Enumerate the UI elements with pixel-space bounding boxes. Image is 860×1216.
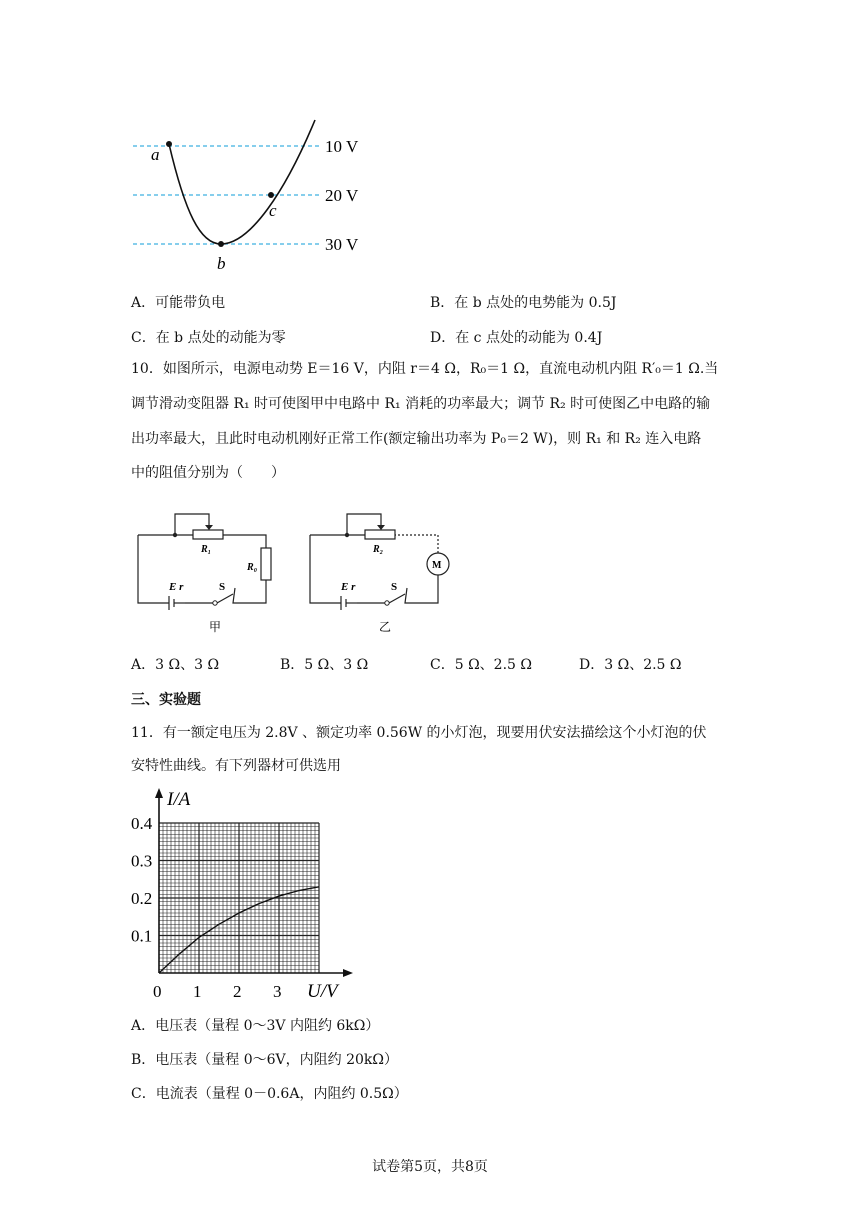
caption-jia: 甲 xyxy=(209,620,222,634)
option-letter: B． xyxy=(280,657,305,673)
option-text: 电流表（量程 0－0.6A，内阻约 0.5Ω） xyxy=(155,1086,408,1102)
q9-option-d[interactable] xyxy=(430,327,602,347)
q11-line-1: 11．有一额定电压为 2.8V 、额定功率 0.56W 的小灯泡，现要用伏安法描绘这个小灯泡的伏 xyxy=(131,725,707,741)
x-tick-label: 2 xyxy=(233,982,242,1001)
q10-option-c[interactable] xyxy=(430,654,532,674)
q9-option-c[interactable] xyxy=(131,327,286,347)
option-letter: C． xyxy=(131,330,156,346)
option-letter: D． xyxy=(579,657,605,673)
level-label-20v: 20 V xyxy=(325,186,359,205)
caption-yi: 乙 xyxy=(379,620,392,634)
er-label: E r xyxy=(169,581,184,593)
switch-label: S xyxy=(391,581,398,593)
q11-option-c[interactable] xyxy=(131,1083,408,1103)
option-text: 电压表（量程 0～6V，内阻约 20kΩ） xyxy=(155,1052,399,1068)
option-letter: D． xyxy=(430,330,456,346)
option-letter: B． xyxy=(131,1052,156,1068)
y-tick-label: 0.1 xyxy=(131,926,153,946)
point-c-dot xyxy=(268,192,274,198)
option-text: 在 b 点处的电势能为 0.5J xyxy=(454,295,617,311)
option-letter: B． xyxy=(430,295,455,311)
level-label-30v: 30 V xyxy=(325,235,359,254)
q9-option-a[interactable] xyxy=(131,292,225,312)
q10-line-2: 调节滑动变阻器 R₁ 时可使图甲中电路中 R₁ 消耗的功率最大；调节 R₂ 时可使图乙中电路的输 xyxy=(131,396,711,412)
x-tick-label: 1 xyxy=(193,982,202,1001)
option-text: 可能带负电 xyxy=(155,295,226,311)
q10-option-a[interactable] xyxy=(131,654,219,674)
option-text: 在 b 点处的动能为零 xyxy=(155,330,286,346)
point-label-a: a xyxy=(151,145,160,164)
x-tick-label: 3 xyxy=(273,982,282,1001)
iu-graph xyxy=(125,785,360,1005)
x-axis-arrow xyxy=(343,969,353,977)
y-axis-label: I/A xyxy=(167,789,191,810)
q10-option-d[interactable] xyxy=(579,654,682,674)
option-text: 5 Ω、3 Ω xyxy=(304,657,369,673)
motor-label: M xyxy=(432,560,442,571)
point-a-dot xyxy=(166,141,172,147)
r0-label: R₀ xyxy=(247,562,258,573)
section-title: 三、实验题 xyxy=(131,692,201,708)
option-letter: C． xyxy=(131,1086,156,1102)
y-tick-label: 0.4 xyxy=(131,814,153,833)
point-b-dot xyxy=(218,241,224,247)
level-label-10v: 10 V xyxy=(325,137,359,156)
point-label-c: c xyxy=(269,201,277,220)
option-letter: A． xyxy=(131,1018,156,1034)
x-tick-label: 0 xyxy=(153,982,162,1001)
q9-option-b[interactable] xyxy=(430,292,617,312)
option-text: 5 Ω、2.5 Ω xyxy=(454,657,533,673)
option-text: 在 c 点处的动能为 0.4J xyxy=(455,330,603,346)
point-label-b: b xyxy=(217,254,226,273)
option-letter: A． xyxy=(131,295,156,311)
q10-option-b[interactable] xyxy=(280,654,368,674)
er-label: E r xyxy=(341,581,356,593)
r1-label: R₁ xyxy=(201,544,212,555)
y-tick-label: 0.3 xyxy=(131,851,153,871)
potential-figure xyxy=(125,112,385,277)
q10-line-4: 中的阻值分别为（ ） xyxy=(131,465,285,481)
q11-line-2: 安特性曲线。有下列器材可供选用 xyxy=(131,758,341,774)
page-footer: 试卷第5页，共8页 xyxy=(372,1159,488,1175)
circuit-jia xyxy=(133,508,283,638)
y-axis-arrow xyxy=(155,788,163,798)
x-axis-label: U/V xyxy=(307,981,338,1002)
r2-label: R₂ xyxy=(373,544,384,555)
circuit-yi xyxy=(305,508,460,638)
option-letter: A． xyxy=(131,657,156,673)
y-tick-label: 0.2 xyxy=(131,889,153,908)
q10-line-3: 出功率最大，且此时电动机刚好正常工作(额定输出功率为 P₀＝2 W)，则 R₁ 和 R₂ 连入电路 xyxy=(131,431,702,447)
option-text: 3 Ω、2.5 Ω xyxy=(604,657,682,673)
option-text: 电压表（量程 0～3V 内阻约 6kΩ） xyxy=(155,1018,380,1034)
option-letter: C． xyxy=(430,657,455,673)
trajectory-curve xyxy=(169,120,315,244)
q11-option-b[interactable] xyxy=(131,1049,398,1069)
option-text: 3 Ω、3 Ω xyxy=(155,657,220,673)
switch-label: S xyxy=(219,581,226,593)
q11-option-a[interactable] xyxy=(131,1015,379,1035)
q10-line-1: 10．如图所示，电源电动势 E＝16 V，内阻 r＝4 Ω，R₀＝1 Ω，直流电动机内阻 R′₀＝1 Ω.当 xyxy=(131,361,719,377)
